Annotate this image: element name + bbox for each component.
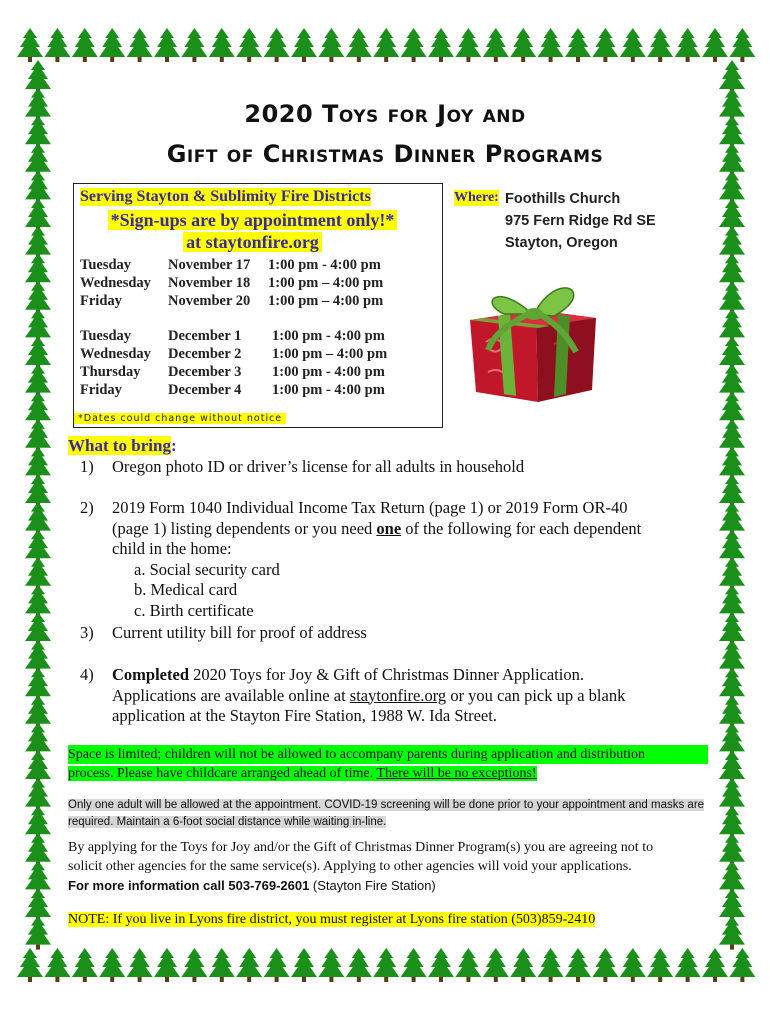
christmas-tree-icon (455, 948, 481, 982)
christmas-tree-icon (620, 948, 646, 982)
christmas-tree-icon (181, 948, 207, 982)
what-to-bring-text: What to bring (68, 436, 171, 455)
christmas-tree-icon (17, 28, 43, 62)
november-times (268, 256, 383, 310)
christmas-tree-icon (675, 948, 701, 982)
christmas-tree-icon (264, 948, 290, 982)
notice-line: Only one adult will be allowed at the appointment. COVID-19 screening will be done prior to your appointment and masks are (68, 799, 705, 811)
christmas-tree-icon (346, 28, 372, 62)
list-line: child in the home: (112, 539, 232, 558)
list-line-part: or you can pick up a blank (446, 685, 626, 705)
christmas-tree-icon (565, 28, 591, 62)
christmas-tree-icon (401, 948, 427, 982)
schedule-day: Wednesday (80, 346, 151, 362)
schedule-time: 1:00 pm - 4:00 pm (272, 382, 385, 398)
christmas-tree-icon (702, 948, 728, 982)
christmas-tree-icon (401, 28, 427, 62)
list-line-part: 2020 Toys for Joy & Gift of Christmas Dinner Application. (189, 665, 584, 684)
christmas-tree-icon (291, 948, 317, 982)
list-line (112, 686, 712, 707)
completed-bold: Completed (112, 665, 189, 684)
christmas-tree-icon (181, 28, 207, 62)
christmas-tree-icon (209, 948, 235, 982)
christmas-tree-icon (483, 948, 509, 982)
december-dates (168, 327, 241, 399)
gift-box-icon (458, 262, 608, 407)
schedule-date: November 20 (168, 293, 251, 309)
schedule-time: 1:00 pm - 4:00 pm (272, 328, 385, 344)
christmas-tree-icon (236, 948, 262, 982)
agreement-notice (68, 838, 708, 895)
christmas-tree-icon (44, 948, 70, 982)
christmas-tree-icon (373, 948, 399, 982)
christmas-tree-icon (729, 948, 755, 982)
christmas-tree-icon (620, 28, 646, 62)
christmas-tree-icon (455, 28, 481, 62)
christmas-tree-icon (154, 948, 180, 982)
lyons-note-text: NOTE: If you live in Lyons fire district, you must register at Lyons fire station (503)859-2410 (68, 912, 596, 927)
christmas-tree-icon (675, 28, 701, 62)
november-days (80, 256, 151, 310)
christmas-tree-icon (510, 28, 536, 62)
list-number: 3) (80, 623, 94, 642)
page-title-line-2: Gift of Christmas Dinner Programs (166, 140, 604, 168)
christmas-tree-icon (373, 28, 399, 62)
christmas-tree-icon (592, 948, 618, 982)
christmas-tree-icon (318, 28, 344, 62)
list-number: 4) (80, 665, 94, 684)
schedule-date: November 17 (168, 257, 251, 273)
where-label: Where: (454, 190, 499, 205)
schedule-date: December 2 (168, 346, 242, 362)
emphasis-one: one (376, 518, 402, 538)
notice-line: By applying for the Toys for Joy and/or the Gift of Christmas Dinner Program(s) you are agreeing not to (68, 840, 654, 855)
space-limited-notice (68, 745, 708, 783)
schedule-time: 1:00 pm - 4:00 pm (272, 364, 385, 380)
sub-item-a: a. Social security card (134, 559, 280, 579)
schedule-time: 1:00 pm – 4:00 pm (272, 346, 388, 362)
list-line-part: Applications are available online at (112, 685, 350, 705)
list-line-part: (page 1) listing dependents or you need (112, 518, 377, 538)
schedule-date: December 3 (168, 364, 242, 380)
staytonfire-link[interactable]: staytonfire.org (349, 685, 447, 705)
christmas-tree-icon (154, 28, 180, 62)
christmas-tree-icon (510, 948, 536, 982)
contact-line (68, 876, 708, 895)
christmas-tree-icon (127, 28, 153, 62)
christmas-tree-icon (72, 28, 98, 62)
contact-station: (Stayton Fire Station) (309, 878, 436, 893)
christmas-tree-icon (538, 28, 564, 62)
christmas-tree-icon (346, 948, 372, 982)
christmas-tree-icon (719, 916, 745, 950)
christmas-tree-icon (99, 948, 125, 982)
notice-line: Space is limited; children will not be allowed to accompany parents during application and distribution (68, 745, 708, 764)
schedule-day: Thursday (80, 364, 141, 380)
christmas-tree-icon (99, 28, 125, 62)
schedule-time: 1:00 pm - 4:00 pm (268, 257, 381, 273)
christmas-tree-icon (17, 948, 43, 982)
list-text: Current utility bill for proof of address (112, 623, 367, 642)
december-times (272, 327, 387, 399)
contact-phone: For more information call 503-769-2601 (68, 878, 310, 893)
schedule-day: Wednesday (80, 275, 151, 291)
where-address (505, 188, 656, 254)
list-text (112, 498, 712, 621)
list-number: 1) (80, 457, 94, 476)
schedule-time: 1:00 pm – 4:00 pm (268, 275, 384, 291)
christmas-tree-icon (318, 948, 344, 982)
christmas-tree-icon (592, 28, 618, 62)
address-line: 975 Fern Ridge Rd SE (505, 213, 656, 229)
serving-districts: Serving Stayton & Sublimity Fire Districts (80, 188, 371, 205)
christmas-tree-icon (127, 948, 153, 982)
list-line: application at the Stayton Fire Station, 1988 W. Ida Street. (112, 706, 497, 725)
dates-change-note: *Dates could change without notice (74, 413, 286, 424)
christmas-tree-icon (44, 28, 70, 62)
signup-line-2: at staytonfire.org (183, 232, 322, 252)
christmas-tree-icon (538, 948, 564, 982)
christmas-tree-icon (72, 948, 98, 982)
christmas-tree-icon (209, 28, 235, 62)
address-line: Foothills Church (505, 191, 621, 207)
schedule-day: Friday (80, 382, 122, 398)
november-dates (168, 256, 250, 310)
schedule-date: November 18 (168, 275, 251, 291)
covid-notice (68, 797, 708, 831)
christmas-tree-icon (291, 28, 317, 62)
christmas-tree-icon (483, 28, 509, 62)
notice-line-part: process. Please have childcare arranged ahead of time. (68, 766, 377, 781)
heading-colon: : (170, 436, 177, 455)
christmas-tree-icon (565, 948, 591, 982)
christmas-tree-icon (702, 28, 728, 62)
what-to-bring-heading (68, 436, 177, 456)
schedule-day: Tuesday (80, 257, 132, 273)
notice-line (68, 764, 708, 783)
sub-item-b: b. Medical card (134, 580, 238, 599)
list-line (112, 519, 712, 540)
sub-item-c: c. Birth certificate (134, 600, 254, 620)
lyons-note (68, 910, 708, 929)
christmas-tree-icon (236, 28, 262, 62)
page-title-line-1: 2020 Toys for Joy and (244, 100, 526, 128)
christmas-tree-icon (428, 28, 454, 62)
notice-line: solicit other agencies for the same service(s). Applying to other agencies will void your applications. (68, 859, 632, 874)
christmas-tree-icon (647, 28, 673, 62)
signup-notice (80, 209, 425, 253)
december-days (80, 327, 151, 399)
address-line: Stayton, Oregon (505, 235, 618, 251)
schedule-day: Friday (80, 293, 122, 309)
signup-line-1: *Sign-ups are by appointment only!* (108, 210, 398, 230)
christmas-tree-icon (428, 948, 454, 982)
schedule-time: 1:00 pm – 4:00 pm (268, 293, 384, 309)
list-line-part: of the following for each dependent (401, 518, 642, 538)
list-text (112, 665, 712, 727)
list-line (112, 665, 712, 686)
christmas-tree-icon (264, 28, 290, 62)
christmas-tree-icon (729, 28, 755, 62)
list-text: Oregon photo ID or driver’s license for all adults in household (112, 457, 525, 476)
list-number: 2) (80, 498, 94, 517)
christmas-tree-icon (25, 916, 51, 950)
christmas-tree-icon (647, 948, 673, 982)
schedule-date: December 1 (168, 328, 242, 344)
schedule-day: Tuesday (80, 328, 132, 344)
schedule-date: December 4 (168, 382, 242, 398)
no-exceptions-text: There will be no exceptions! (376, 766, 537, 781)
notice-line: required. Maintain a 6-foot social distance while waiting in-line. (68, 816, 387, 828)
list-line: 2019 Form 1040 Individual Income Tax Return (page 1) or 2019 Form OR-40 (112, 498, 628, 517)
